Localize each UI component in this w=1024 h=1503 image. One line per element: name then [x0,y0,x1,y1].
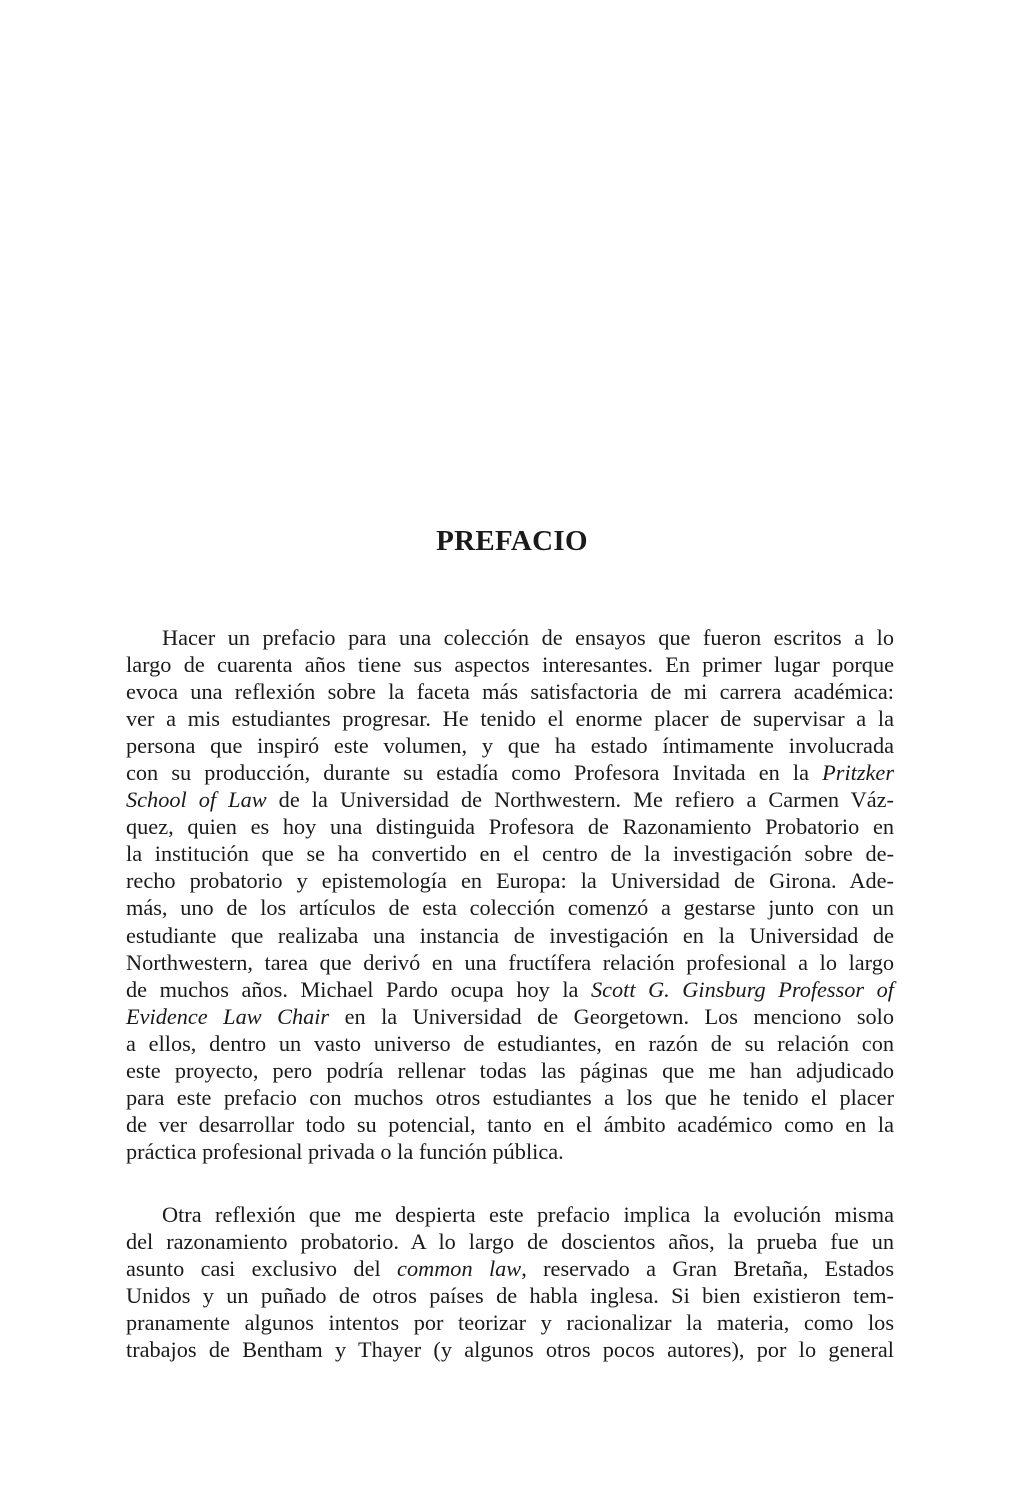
page-title: PREFACIO [436,525,588,558]
text-segment: , reservado a Gran Bretaña, Estados [521,1256,894,1282]
text-line [126,705,894,732]
italic-text: Scott G. Ginsburg Professor of [590,976,894,1002]
text-segment: quez, quien es hoy una distinguida Profesora de Razonamiento Probatorio en [126,814,894,840]
text-line [126,1057,894,1084]
text-line [126,786,894,813]
text-line [126,1084,894,1111]
text-line [126,624,894,651]
text-segment: para este prefacio con muchos otros estudiantes a los que he tenido el placer [126,1084,894,1110]
text-segment: Otra reflexión que me despierta este prefacio implica la evolución misma [162,1202,894,1227]
text-line [126,1282,894,1309]
text-segment: Northwestern, tarea que derivó en una fructífera relación profesional a lo largo [126,949,894,975]
text-segment: este proyecto, pero podría rellenar todas las páginas que me han adjudicado [126,1057,894,1083]
text-segment: estudiante que realizaba una instancia de investigación en la Universidad de [126,922,894,948]
text-line [126,759,894,786]
text-segment: de ver desarrollar todo su potencial, tanto en el ámbito académico como en la [126,1111,894,1137]
text-segment: con su producción, durante su estadía como Profesora Invitada en la [126,760,823,786]
text-line [126,949,894,976]
text-line [126,1255,894,1282]
paragraph-2 [126,1201,894,1363]
italic-text: Pritzker [822,760,894,786]
text-segment: del razonamiento probatorio. A lo largo de doscientos años, la prueba fue un [126,1229,894,1255]
text-line [126,678,894,705]
text-segment: trabajos de Bentham y Thayer (y algunos otros pocos autores), por lo general [126,1337,894,1363]
text-line [126,1228,894,1255]
text-line [126,922,894,949]
text-line [126,894,894,921]
text-segment: recho probatorio y epistemología en Europa: la Universidad de Girona. Ade- [126,868,894,894]
text-segment: largo de cuarenta años tiene sus aspectos interesantes. En primer lugar porque [126,652,894,678]
text-line [126,813,894,840]
text-line [126,732,894,759]
text-segment: ver a mis estudiantes progresar. He tenido el enorme placer de supervisar a la [126,706,894,732]
text-line [126,1030,894,1057]
text-line [126,1336,894,1363]
text-segment: evoca una reflexión sobre la faceta más satisfactoria de mi carrera académica: [126,679,894,705]
text-segment: asunto casi exclusivo del [126,1256,398,1282]
text-segment: en la Universidad de Georgetown. Los menciono solo [329,1003,894,1029]
text-segment: de muchos años. Michael Pardo ocupa hoy la [126,976,591,1002]
text-segment: la institución que se ha convertido en el centro de la investigación sobre de- [126,841,894,867]
text-line [126,1003,894,1030]
text-segment: más, uno de los artículos de esta colección comenzó a gestarse junto con un [126,895,894,921]
text-segment: Unidos y un puñado de otros países de habla inglesa. Si bien existieron tem- [126,1283,894,1309]
text-line [126,1309,894,1336]
italic-text: common law [397,1256,522,1282]
text-line [126,867,894,894]
text-line [126,1138,894,1165]
paragraph-1 [126,624,894,1165]
text-segment: pranamente algunos intentos por teorizar y racionalizar la materia, como los [126,1310,894,1336]
text-line [126,840,894,867]
text-segment: persona que inspiró este volumen, y que ha estado íntimamente involucrada [126,733,894,759]
text-segment: a ellos, dentro un vasto universo de estudiantes, en razón de su relación con [126,1030,894,1056]
text-segment: Hacer un prefacio para una colección de ensayos que fueron escritos a lo [162,625,894,650]
italic-text: School of Law [126,787,267,813]
text-line [126,976,894,1003]
text-line [126,1111,894,1138]
italic-text: Evidence Law Chair [126,1003,330,1029]
text-line [126,651,894,678]
text-segment: de la Universidad de Northwestern. Me refiero a Carmen Váz- [266,787,894,813]
text-segment: práctica profesional privada o la función pública. [126,1138,564,1164]
text-line [126,1201,894,1228]
